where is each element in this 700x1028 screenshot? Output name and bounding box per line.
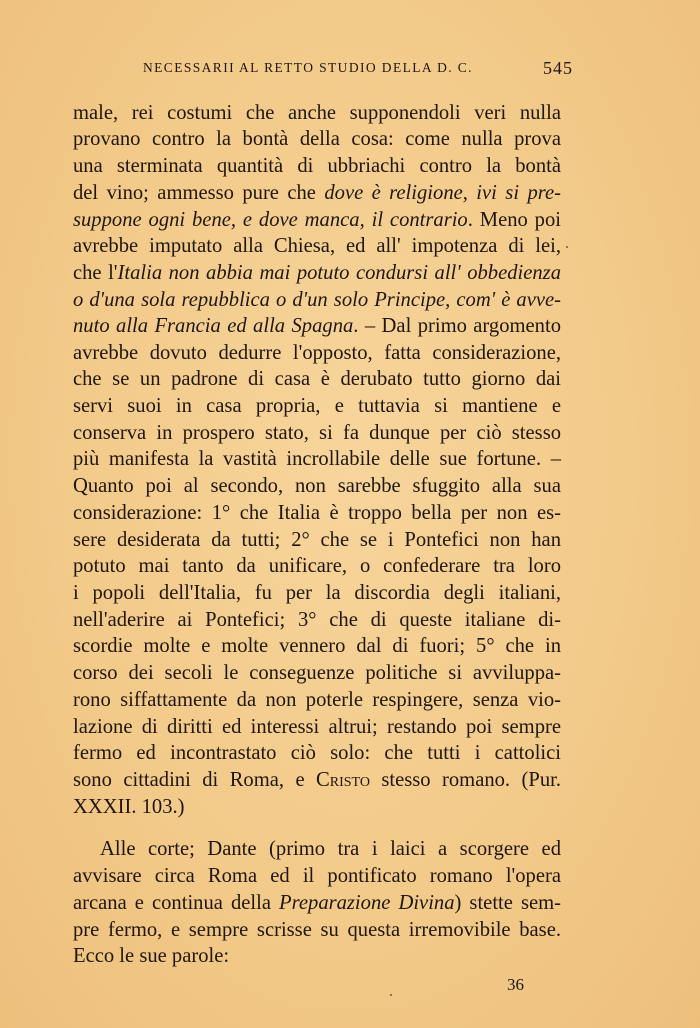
- text-line: Alle corte; Dante (primo tra i laici a scorgere ed: [100, 838, 561, 860]
- text-line: corso dei secoli le conseguenze politiche si avviluppa-: [73, 662, 561, 684]
- running-header: [143, 60, 573, 76]
- text-line: fermo ed incontrastato ciò solo: che tutti i cattolici: [73, 742, 561, 764]
- text-line: che se un padrone di casa è derubato tutto giorno dai: [73, 368, 561, 390]
- text-line: del vino; ammesso pure che dove è religione, ivi si pre-: [73, 182, 561, 204]
- text-line: arcana e continua della Preparazione Divina) stette sem-: [73, 892, 561, 914]
- paper-speck: [390, 994, 392, 996]
- page-number: 545: [543, 58, 573, 78]
- text-line: pre fermo, e sempre scrisse su questa irremovibile base.: [73, 919, 561, 941]
- text-line: una sterminata quantità di ubbriachi contro la bontà: [73, 155, 561, 177]
- running-title: NECESSARII AL RETTO STUDIO DELLA D. C.: [143, 60, 473, 75]
- text-line: avrebbe dovuto dedurre l'opposto, fatta considerazione,: [73, 342, 561, 364]
- text-line: male, rei costumi che anche supponendoli veri nulla: [73, 102, 561, 124]
- text-line: sono cittadini di Roma, e Cristo stesso romano. (Pur.: [73, 769, 561, 791]
- text-line: potuto mai tanto da unificare, o confederare tra loro: [73, 555, 561, 577]
- text-line: suppone ogni bene, e dove manca, il contrario. Meno poi: [73, 209, 561, 231]
- text-line: o d'una sola repubblica o d'un solo Principe, com' è avve-: [73, 289, 561, 311]
- text-line: servi suoi in casa propria, e tuttavia si mantiene e: [73, 395, 561, 417]
- signature-mark: 36: [507, 975, 524, 994]
- text-line: Quanto poi al secondo, non sarebbe sfuggito alla sua: [73, 475, 561, 497]
- text-line: scordie molte e molte vennero dal di fuori; 5° che in: [73, 635, 561, 657]
- text-line: che l'Italia non abbia mai potuto condursi all' obbedienza: [73, 262, 561, 284]
- text-line: i popoli dell'Italia, fu per la discordia degli italiani,: [73, 582, 561, 604]
- text-line: provano contro la bontà della cosa: come nulla prova: [73, 128, 561, 150]
- text-line: sere desiderata da tutti; 2° che se i Pontefici non han: [73, 529, 561, 551]
- text-line: rono siffattamente da non poterle respingere, senza vio-: [73, 689, 561, 711]
- paper-speck: [566, 246, 568, 248]
- text-line: nell'aderire ai Pontefici; 3° che di queste italiane di-: [73, 609, 561, 631]
- text-line: nuto alla Francia ed alla Spagna. – Dal primo argomento: [73, 315, 561, 337]
- text-line: più manifesta la vastità incrollabile delle sue fortune. –: [73, 448, 561, 470]
- text-line: lazione di diritti ed interessi altrui; restando poi sempre: [73, 716, 561, 738]
- text-line: XXXII. 103.): [73, 796, 185, 818]
- text-line: Ecco le sue parole:: [73, 945, 230, 967]
- text-line: considerazione: 1° che Italia è troppo bella per non es-: [73, 502, 561, 524]
- text-line: avvisare circa Roma ed il pontificato romano l'opera: [73, 865, 561, 887]
- text-line: avrebbe imputato alla Chiesa, ed all' impotenza di lei,: [73, 235, 561, 257]
- text-line: conserva in prospero stato, si fa dunque per ciò stesso: [73, 422, 561, 444]
